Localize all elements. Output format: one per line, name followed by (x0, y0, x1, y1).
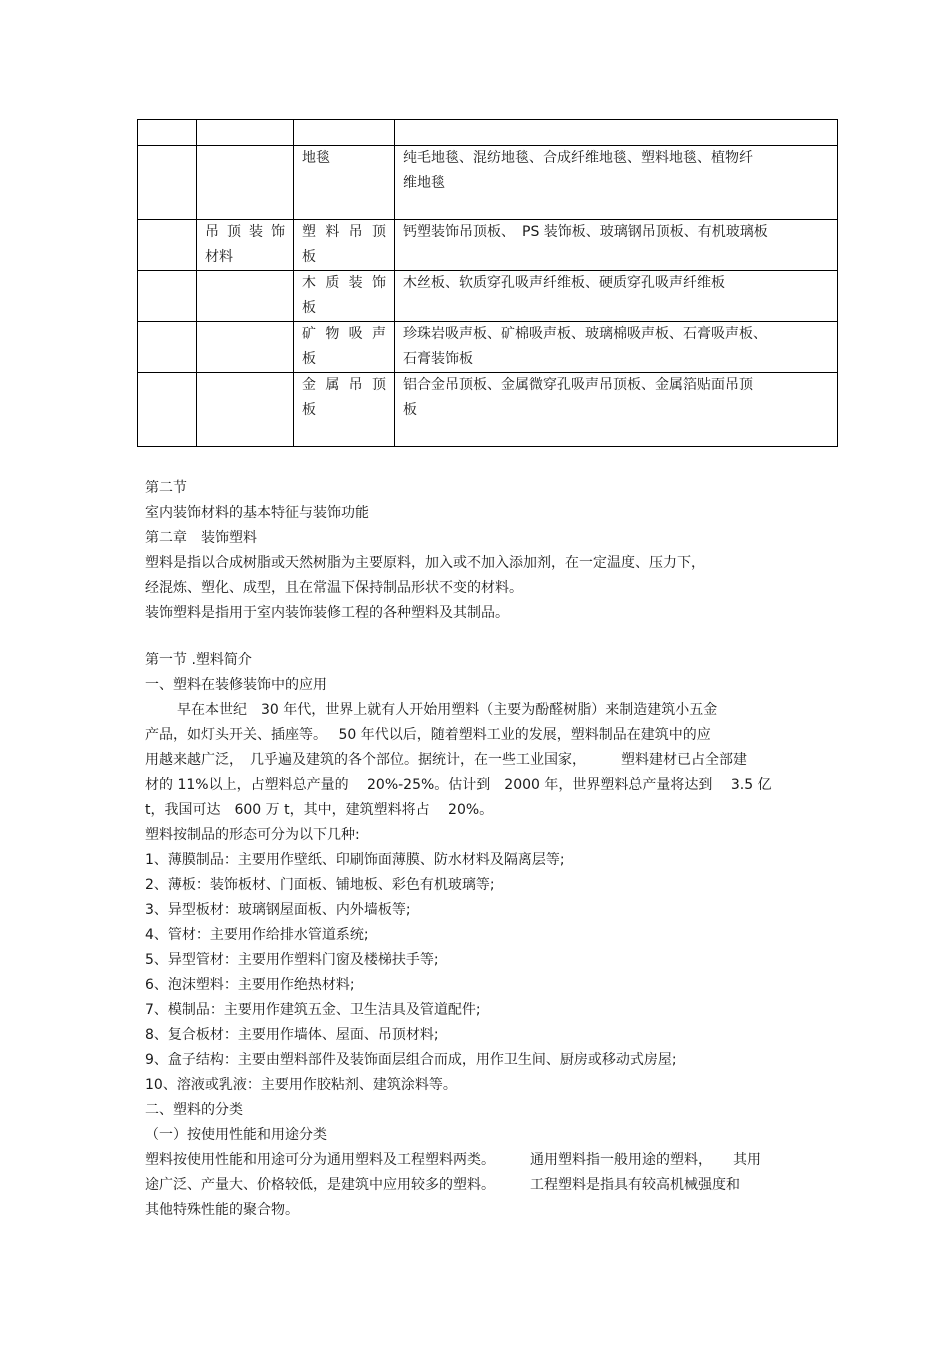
table-cell (138, 271, 197, 322)
paragraph-line: 装饰塑料是指用于室内装饰装修工程的各种塑料及其制品。 (145, 605, 509, 621)
table-cell (138, 120, 197, 146)
table-cell (197, 271, 294, 322)
table-cell-type (294, 220, 395, 271)
table-row (138, 146, 838, 220)
cell-text: 地毯 (302, 150, 330, 166)
table-row (138, 322, 838, 373)
table-cell (197, 373, 294, 447)
paragraph-line: 产品，如灯头开关、插座等。 50 年代以后，随着塑料工业的发展，塑料制品在建筑中的应 (145, 727, 711, 743)
cell-text: 板 (302, 402, 316, 418)
table-cell (294, 120, 395, 146)
cell-text: 钙塑装饰吊顶板、 PS 装饰板、玻璃钢吊顶板、有机玻璃板 (403, 224, 768, 240)
list-item: 3、异型板材：玻璃钢屋面板、内外墙板等; (145, 902, 411, 918)
body-text (145, 476, 825, 1223)
section-title: 室内装饰材料的基本特征与装饰功能 (145, 505, 369, 521)
cell-text: 矿物吸声 (302, 326, 386, 342)
subsection-heading: 一、塑料在装修装饰中的应用 (145, 677, 327, 693)
list-item: 7、模制品：主要用作建筑五金、卫生洁具及管道配件; (145, 1002, 481, 1018)
table-cell-products (395, 271, 838, 322)
cell-text: 材料 (205, 249, 233, 265)
cell-text: 珍珠岩吸声板、矿棉吸声板、玻璃棉吸声板、石膏吸声板、 (403, 326, 767, 342)
paragraph-line: 塑料按制品的形态可分为以下几种: (145, 827, 360, 843)
cell-text: 塑料吊顶 (302, 224, 386, 240)
cell-text: 木质装饰 (302, 275, 386, 291)
cell-text: 纯毛地毯、混纺地毯、合成纤维地毯、塑料地毯、植物纤 (403, 150, 753, 166)
table-cell-type (294, 146, 395, 220)
table-cell (138, 322, 197, 373)
table-row (138, 373, 838, 447)
section-heading: 第二节 (145, 480, 187, 496)
table-cell-products (395, 322, 838, 373)
subsection-heading: （一）按使用性能和用途分类 (145, 1127, 327, 1143)
cell-text: 金属吊顶 (302, 377, 386, 393)
cell-text: 石膏装饰板 (403, 351, 473, 367)
list-item: 6、泡沫塑料：主要用作绝热材料; (145, 977, 355, 993)
table-cell-type (294, 322, 395, 373)
table-cell (395, 120, 838, 146)
paragraph-line: 材的 11%以上，占塑料总产量的 20%-25%。估计到 2000 年，世界塑料总产量将达到 3.5 亿 (145, 777, 772, 793)
table-cell-products (395, 220, 838, 271)
table-cell (138, 373, 197, 447)
table-row (138, 120, 838, 146)
list-item: 8、复合板材：主要用作墙体、屋面、吊顶材料; (145, 1027, 439, 1043)
paragraph-line: 用越来越广泛， 几乎遍及建筑的各个部位。据统计，在一些工业国家， 塑料建材已占全部建 (145, 752, 747, 768)
cell-text: 板 (302, 249, 316, 265)
chapter-heading: 第二章 装饰塑料 (145, 530, 257, 546)
cell-text: 板 (403, 402, 417, 418)
table-cell (197, 146, 294, 220)
table-cell (197, 120, 294, 146)
paragraph-line: 其他特殊性能的聚合物。 (145, 1202, 299, 1218)
list-item: 5、异型管材：主要用作塑料门窗及楼梯扶手等; (145, 952, 439, 968)
section-heading: 第一节 .塑料简介 (145, 652, 252, 668)
list-item: 10、溶液或乳液：主要用作胶粘剂、建筑涂料等。 (145, 1077, 457, 1093)
materials-table (137, 119, 838, 447)
table-cell (197, 322, 294, 373)
table-row (138, 271, 838, 322)
paragraph-line: 经混炼、塑化、成型，且在常温下保持制品形状不变的材料。 (145, 580, 523, 596)
table-cell-products (395, 373, 838, 447)
paragraph-line: 塑料按使用性能和用途可分为通用塑料及工程塑料两类。 通用塑料指一般用途的塑料， 其用 (145, 1152, 761, 1168)
paragraph-line: 途广泛、产量大、价格较低，是建筑中应用较多的塑料。 工程塑料是指具有较高机械强度和 (145, 1177, 740, 1193)
cell-text: 木丝板、软质穿孔吸声纤维板、硬质穿孔吸声纤维板 (403, 275, 725, 291)
paragraph-line: t，我国可达 600 万 t，其中，建筑塑料将占 20%。 (145, 802, 494, 818)
subsection-heading: 二、塑料的分类 (145, 1102, 243, 1118)
cell-text: 铝合金吊顶板、金属微穿孔吸声吊顶板、金属箔贴面吊顶 (403, 377, 753, 393)
table-cell (138, 146, 197, 220)
table-cell-type (294, 271, 395, 322)
cell-text: 吊顶装饰 (205, 224, 285, 240)
list-item: 1、薄膜制品：主要用作壁纸、印刷饰面薄膜、防水材料及隔离层等; (145, 852, 565, 868)
cell-text: 维地毯 (403, 175, 445, 191)
table-cell-type (294, 373, 395, 447)
cell-text: 板 (302, 300, 316, 316)
cell-text: 板 (302, 351, 316, 367)
table-row (138, 220, 838, 271)
paragraph-line: 早在本世纪 30 年代，世界上就有人开始用塑料（主要为酚醛树脂）来制造建筑小五金 (177, 702, 718, 718)
list-item: 2、薄板：装饰板材、门面板、铺地板、彩色有机玻璃等; (145, 877, 495, 893)
list-item: 4、管材：主要用作给排水管道系统; (145, 927, 369, 943)
paragraph-line: 塑料是指以合成树脂或天然树脂为主要原料，加入或不加入添加剂，在一定温度、压力下， (145, 555, 705, 571)
list-item: 9、盒子结构：主要由塑料部件及装饰面层组合而成，用作卫生间、厨房或移动式房屋; (145, 1052, 677, 1068)
table-cell (138, 220, 197, 271)
table-cell-products (395, 146, 838, 220)
table-cell-category (197, 220, 294, 271)
